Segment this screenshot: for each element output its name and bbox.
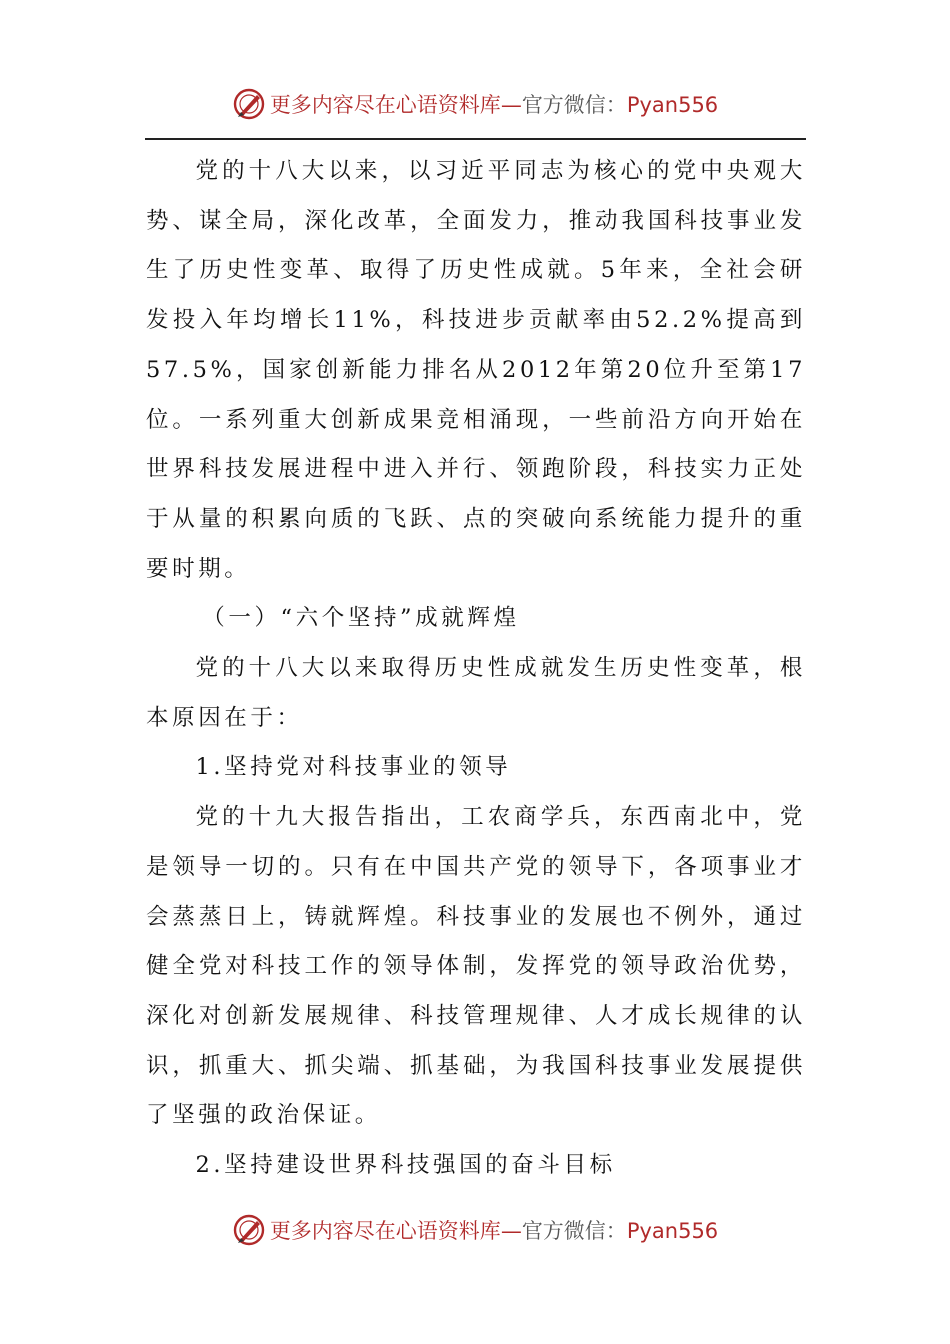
subheading-world-power-goal: 2.坚持建设世界科技强国的奋斗目标 — [195, 1152, 616, 1179]
pen-logo-icon — [232, 87, 266, 121]
footer-banner — [0, 1210, 950, 1250]
section-heading-six-persistences: （一）“六个坚持”成就辉煌 — [202, 605, 520, 632]
header-banner — [0, 84, 950, 124]
banner-text: 更多内容尽在心语资料库—官方微信：Pyan556 — [269, 93, 719, 117]
pen-logo-icon — [232, 1213, 266, 1247]
subheading-party-leadership: 1.坚持党对科技事业的领导 — [195, 754, 512, 781]
document-body — [146, 147, 806, 1191]
paragraph-achievements: 党的十八大以来，以习近平同志为核心的党中央观大势、谋全局，深化改革，全面发力，推动我国科技事业发生了历史性变革、取得了历史性成就。5年来，全社会研发投入年均增长11%，科技进步贡献率由52.2%提高到57.5%，国家创新能力排名从2012年第20位升至第17位。一系列重大创新成果竞相涌现，一些前沿方向开始在世界科技发展进程中进入并行、领跑阶段，科技实力正处于从量的积累向质的飞跃、点的突破向系统能力提升的重要时期。 — [146, 158, 806, 582]
banner-text: 更多内容尽在心语资料库—官方微信：Pyan556 — [269, 1219, 719, 1243]
paragraph-root-cause: 党的十八大以来取得历史性成就发生历史性变革，根本原因在于： — [146, 655, 806, 731]
header-divider — [145, 138, 806, 140]
paragraph-party-leadership: 党的十九大报告指出，工农商学兵，东西南北中，党是领导一切的。只有在中国共产党的领导下，各项事业才会蒸蒸日上，铸就辉煌。科技事业的发展也不例外，通过健全党对科技工作的领导体制，发挥党的领导政治优势，深化对创新发展规律、科技管理规律、人才成长规律的认识，抓重大、抓尖端、抓基础，为我国科技事业发展提供了坚强的政治保证。 — [146, 804, 806, 1129]
